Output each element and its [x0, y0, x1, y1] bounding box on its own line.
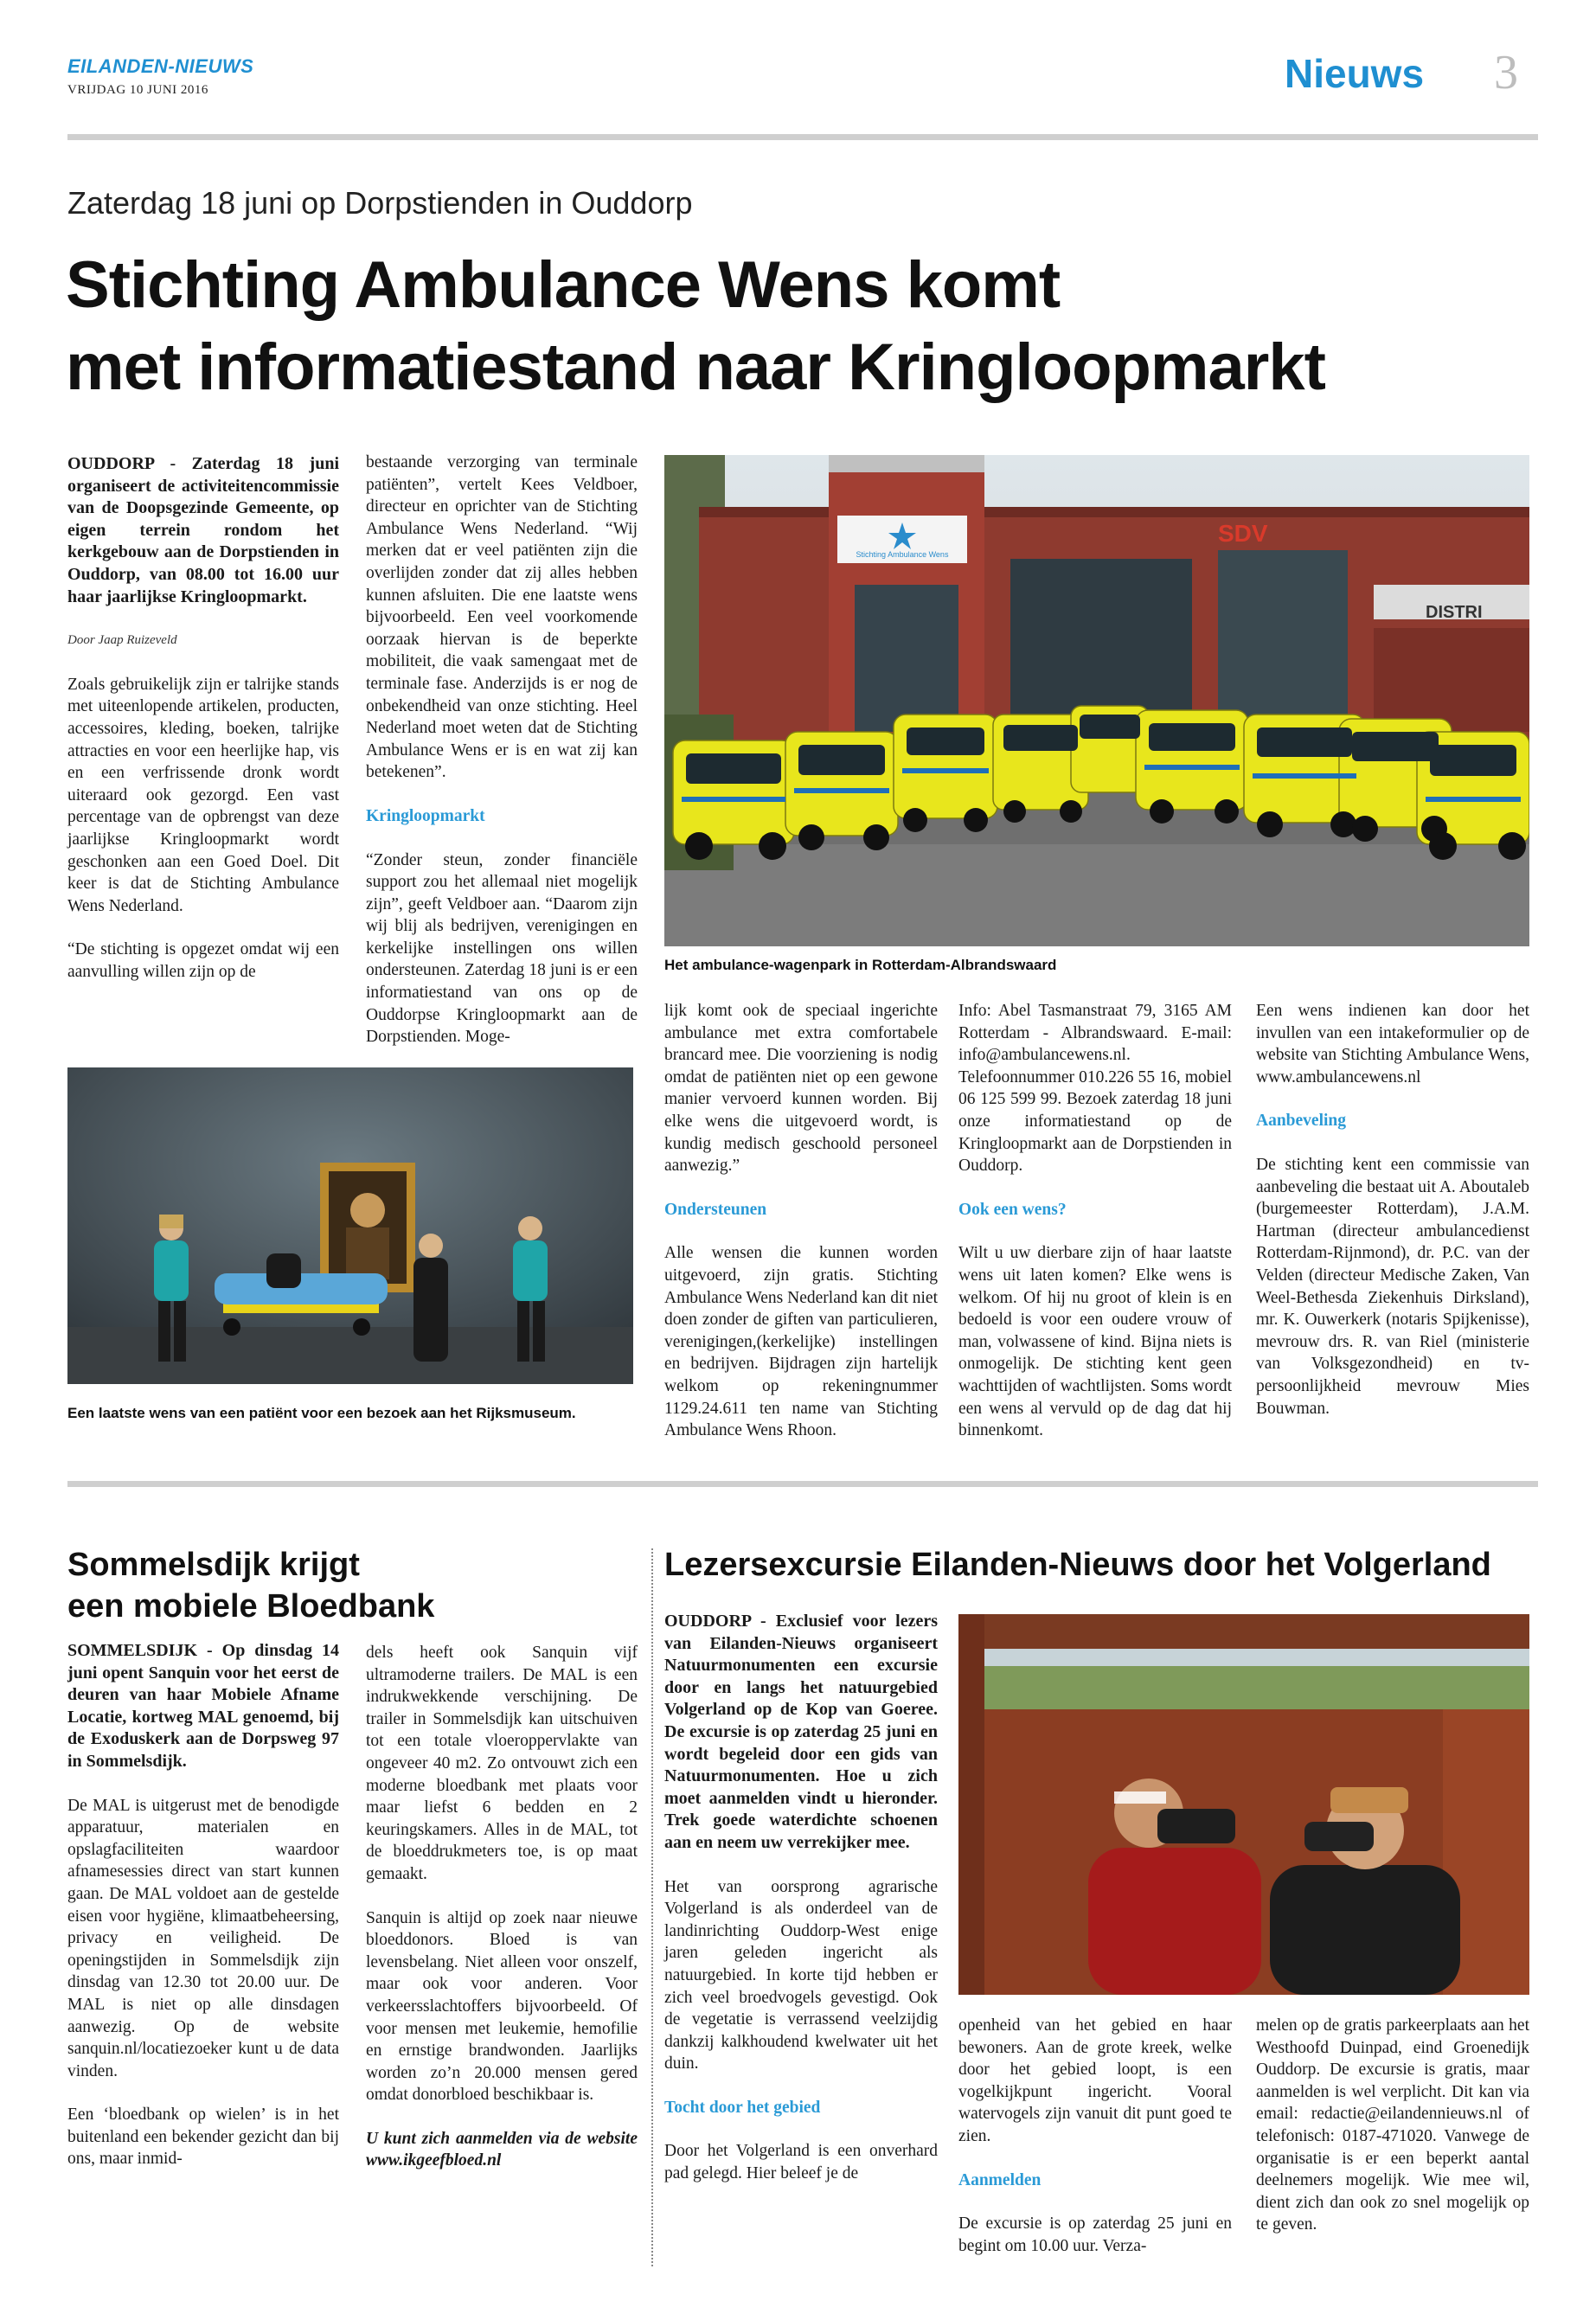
main-col-3	[664, 1000, 938, 1464]
ambulance-fleet-illustration	[664, 455, 1529, 946]
fleet-sign-sdv: SDV	[1218, 520, 1268, 547]
birdwatchers-photo	[958, 1614, 1529, 1995]
masthead-logo: EILANDEN-NIEUWS	[67, 55, 254, 77]
main-col2-subhead: Kringloopmarkt	[366, 806, 485, 825]
volgerland-col-3	[1256, 2015, 1529, 2258]
sommelsdijk-signup-link[interactable]: U kunt zich aanmelden via de website www.ikgeefbloed.nl	[366, 2129, 638, 2170]
header-rule	[67, 134, 1538, 140]
volgerland-lead: OUDDORP - Exclusief voor lezers van Eilanden-Nieuws organiseert Natuurmonumenten een excursie door en langs het natuurgebied Volgerland op de Kop van Goeree. De excursie is op zaterdag 25 juni en wordt begeleid door een gids van Natuurmonumenten. Hoe u zich moet aanmelden vindt u hieronder. Trek goede waterdichte schoenen aan en neem uw verrekijker mee.	[664, 1612, 938, 1852]
volgerland-headline: Lezersexcursie Eilanden-Nieuws door het Volgerland	[664, 1547, 1491, 1583]
volgerland-col1-subhead: Tocht door het gebied	[664, 2098, 821, 2117]
main-col-5	[1256, 1000, 1529, 1441]
sommelsdijk-col1-p2: Een ‘bloedbank op wielen’ is in het buitenland een bekender gezicht dan bij ons, maar inmid-	[67, 2106, 339, 2169]
main-col5-p1: Een wens indienen kan door het invullen van een intakeformulier op de website van Stichting Ambulance Wens, www.ambulancewens.nl	[1256, 1002, 1529, 1086]
fleet-sign-distri: DISTRI	[1426, 603, 1483, 622]
ambulance-fleet-photo	[664, 455, 1529, 946]
main-headline	[66, 244, 1325, 408]
issue-date: VRIJDAG 10 JUNI 2016	[67, 83, 208, 97]
main-col-2	[366, 452, 638, 1070]
main-col2-p2: “Zonder steun, zonder financiële support zou het allemaal niet mogelijk zijn”, geeft Veldboer aan. “Daarom zijn wij blij als bedrijven, verenigingen en kerkelijke instellingen ons willen ondersteunen. Zaterdag 18 juni is er een informatiestand van ons op de Ouddorpse Kringloopmarkt aan de Dorpstienden. Moge-	[366, 850, 638, 1047]
sommelsdijk-col1-p1: De MAL is uitgerust met de benodigde apparatuur, materialen en opslagfaciliteiten waardoor afnamesessies direct van start kunnen gaan. De MAL voldoet aan de gestelde eisen voor hygiëne, klimaatbeheersing, privacy en veiligheid. De openingstijden in Sommelsdijk zijn dinsdag van 12.30 tot 20.00 uur. De MAL is niet op alle dinsdagen aanwezig. Op de website sanquin.nl/locatiezoeker kunt u de data vinden.	[67, 1796, 339, 2080]
main-col4-subhead: Ook een wens?	[958, 1200, 1067, 1219]
volgerland-col3-p1: melen op de gratis parkeerplaats aan het Westhoofd Duinpad, eind Groenedijk Ouddorp. De excursie is gratis, maar aanmelden is wel verplicht. Dit kan via email: redactie@eilandennieuws.nl of telefonisch: 0187-471020. Vanwege de organisatie is er een beperkt aantal deelnemers mogelijk. Wie mee wil, dient zich dan ook zo snel mogelijk op te geven.	[1256, 2016, 1529, 2234]
main-col1-p1: Zoals gebruikelijk zijn er talrijke stands met uiteenlopende artikelen, producten, accessoires, kleding, boeken, talrijke attracties en voor een heerlijke hap, vis en een verfrissende dronk wordt uiteraard ook gezorgd. Een vast percentage van de opbrengst van deze jaarlijkse Kringloopmarkt wordt geschonken aan een Goed Doel. Dit keer is dat de Stichting Ambulance Wens Nederland.	[67, 675, 339, 915]
section-title: Nieuws	[1285, 51, 1425, 96]
rijksmuseum-photo	[67, 1067, 633, 1384]
main-col3-p1: lijk komt ook de speciaal ingerichte ambulance met extra comfortabele brancard mee. Die voorziening is nodig omdat de patiënten niet op een gewone manier vervoerd kunnen worden. Bij elke wens die uitgevoerd wordt, is kundig medisch geschoold personeel aanwezig.”	[664, 1002, 938, 1176]
volgerland-col2-subhead: Aanmelden	[958, 2170, 1042, 2189]
volgerland-col1-p2: Door het Volgerland is een onverhard pad gelegd. Hier beleef je de	[664, 2142, 938, 2183]
page-number: 3	[1494, 46, 1518, 99]
main-headline-line1: Stichting Ambulance Wens komt	[66, 248, 1061, 322]
main-col2-p1: bestaande verzorging van terminale patiënten”, vertelt Kees Veldboer, directeur en oprichter van de Stichting Ambulance Wens Nederland. “Wij merken dat er veel patiënten zijn die overlijden zonder dat zij alles hebben kunnen afsluiten. Die ene laatste wens bijvoorbeeld. Een veel voorkomende oorzaak hiervan is de beperkte mobiliteit, die vaak samengaat met de terminale fase. Anderzijds is er nog de onbekendheid van onze stichting. Heel Nederland moet weten dat de Stichting Ambulance Wens er is en wat zij kan betekenen”.	[366, 453, 638, 782]
sommelsdijk-col-1	[67, 1640, 339, 2192]
rijksmuseum-caption: Een laatste wens van een patiënt voor een bezoek aan het Rijksmuseum.	[67, 1405, 576, 1421]
volgerland-col2-p1: openheid van het gebied en haar bewoners. Aan de grote kreek, welke door het gebied loopt, is een vogelkijkpunt ingericht. Vooral watervogels zijn vanuit dit punt goed te zien.	[958, 2016, 1232, 2145]
sommelsdijk-headline-line1: Sommelsdijk krijgt	[67, 1547, 360, 1583]
main-col5-subhead: Aanbeveling	[1256, 1112, 1347, 1131]
fleet-caption: Het ambulance-wagenpark in Rotterdam-Albrandswaard	[664, 957, 1057, 973]
volgerland-col-1	[664, 1611, 938, 2207]
main-col4-p2: Wilt u uw dierbare zijn of haar laatste wens uit laten komen? Elke wens is welkom. Of hij nu groot of klein is en bedoeld is voor een oudere vrouw of man, volwassene of kind. Bijna niets is onmogelijk. De stichting kent geen wachttijden of wachtlijsten. Soms wordt een wens al vervuld op de dag dat hij binnenkomt.	[958, 1244, 1232, 1440]
main-col1-p2: “De stichting is opgezet omdat wij een aanvulling willen zijn op de	[67, 940, 339, 981]
main-col-4	[958, 1000, 1232, 1464]
sommelsdijk-headline-line2: een mobiele Bloedbank	[67, 1588, 435, 1625]
main-lead: OUDDORP - Zaterdag 18 juni organiseert de activiteitencommissie van de Doopsgezinde Gemeente, op eigen terrein rondom het kerkgebouw aan de Dorpstienden in Ouddorp, van 08.00 tot 16.00 uur haar jaarlijkse Kringloopmarkt.	[67, 454, 339, 606]
sommelsdijk-headline	[67, 1544, 434, 1627]
main-headline-line2: met informatiestand naar Kringloopmarkt	[66, 330, 1325, 404]
sommelsdijk-lead: SOMMELSDIJK - Op dinsdag 14 juni opent Sanquin voor het eerst de deuren van haar Mobiele Afname Locatie, kortweg MAL genoemd, bij de Exoduskerk aan de Dorpsweg 97 in Sommelsdijk.	[67, 1641, 339, 1771]
main-col-1	[67, 453, 339, 1004]
birdwatchers-illustration	[958, 1614, 1529, 1995]
sommelsdijk-col2-p2: Sanquin is altijd op zoek naar nieuwe bloeddonors. Bloed is van levensbelang. Niet alleen voor onszelf, maar ook voor anderen. Voor verkeersslachtoffers bijvoorbeeld. Of voor mensen met leukemie, hemofilie en ernstige brandwonden. Jaarlijks worden zo’n 20.000 mensen gered omdat donorbloed beschikbaar is.	[366, 1908, 638, 2105]
article-divider	[651, 1548, 653, 2266]
section-rule	[67, 1481, 1538, 1487]
sommelsdijk-col2-p1: dels heeft ook Sanquin vijf ultramoderne trailers. De MAL is een indrukwekkende verschijning. De trailer in Sommelsdijk kan uitschuiven tot een totale vloeroppervlakte van ongeveer 40 m2. Zo ontvouwt zich een moderne bloedbank met plaats voor maar liefst 6 bedden en 2 keuringskamers. Alles in de MAL, tot de bloeddrukmeters toe, is op maat gemaakt.	[366, 1644, 638, 1883]
volgerland-col-2	[958, 2015, 1232, 2279]
sommelsdijk-col-2	[366, 1642, 638, 2194]
fleet-sign-wens: Stichting Ambulance Wens	[856, 550, 949, 559]
main-col3-p2: Alle wensen die kunnen worden uitgevoerd, zijn gratis. Stichting Ambulance Wens Nederland kan dit niet doen zonder de giften van particulieren, verenigingen,(kerkelijke) instellingen en bedrijven. Bijdragen zijn hartelijk welkom op rekeningnummer 1129.24.611 ten name van Stichting Ambulance Wens Rhoon.	[664, 1244, 938, 1440]
main-col3-subhead: Ondersteunen	[664, 1200, 767, 1219]
volgerland-col2-p2: De excursie is op zaterdag 25 juni en begint om 10.00 uur. Verza-	[958, 2214, 1232, 2255]
rijksmuseum-illustration	[67, 1067, 633, 1384]
main-kicker: Zaterdag 18 juni op Dorpstienden in Ouddorp	[67, 185, 693, 221]
main-byline: Door Jaap Ruizeveld	[67, 633, 177, 648]
volgerland-col1-p1: Het van oorsprong agrarische Volgerland is als onderdeel van de landinrichting Ouddorp-West enige jaren geleden ingericht als natuurgebied. In korte tijd hebben er zich veel broedvogels gevestigd. Ook de vegetatie is verrassend veelzijdig dankzij kalkhoudend kwelwater uit het duin.	[664, 1877, 938, 2073]
main-col5-p2: De stichting kent een commissie van aanbeveling die bestaat uit A. Aboutaleb (burgemeester Rotterdam), J.A.M. Hartman (directeur ambulancedienst Rotterdam-Rijnmond), dr. P.C. van der Velden (directeur Medische Zaken, Van Weel-Bethesda Ziekenhuis Dirksland), mr. K. Ouwerkerk (notaris Spijkenisse), mevrouw drs. R. van Riel (ministerie van Volksgezondheid) en tv-persoonlijkheid mevrouw Mies Bouwman.	[1256, 1155, 1529, 1418]
main-col4-p1: Info: Abel Tasmanstraat 79, 3165 AM Rotterdam - Albrandswaard. E-mail: info@ambulancewens.nl. Telefoonnummer 010.226 55 16, mobiel 06 125 599 99. Bezoek zaterdag 18 juni onze informatiestand op de Kringloopmarkt aan de Dorpstienden in Ouddorp.	[958, 1002, 1232, 1176]
